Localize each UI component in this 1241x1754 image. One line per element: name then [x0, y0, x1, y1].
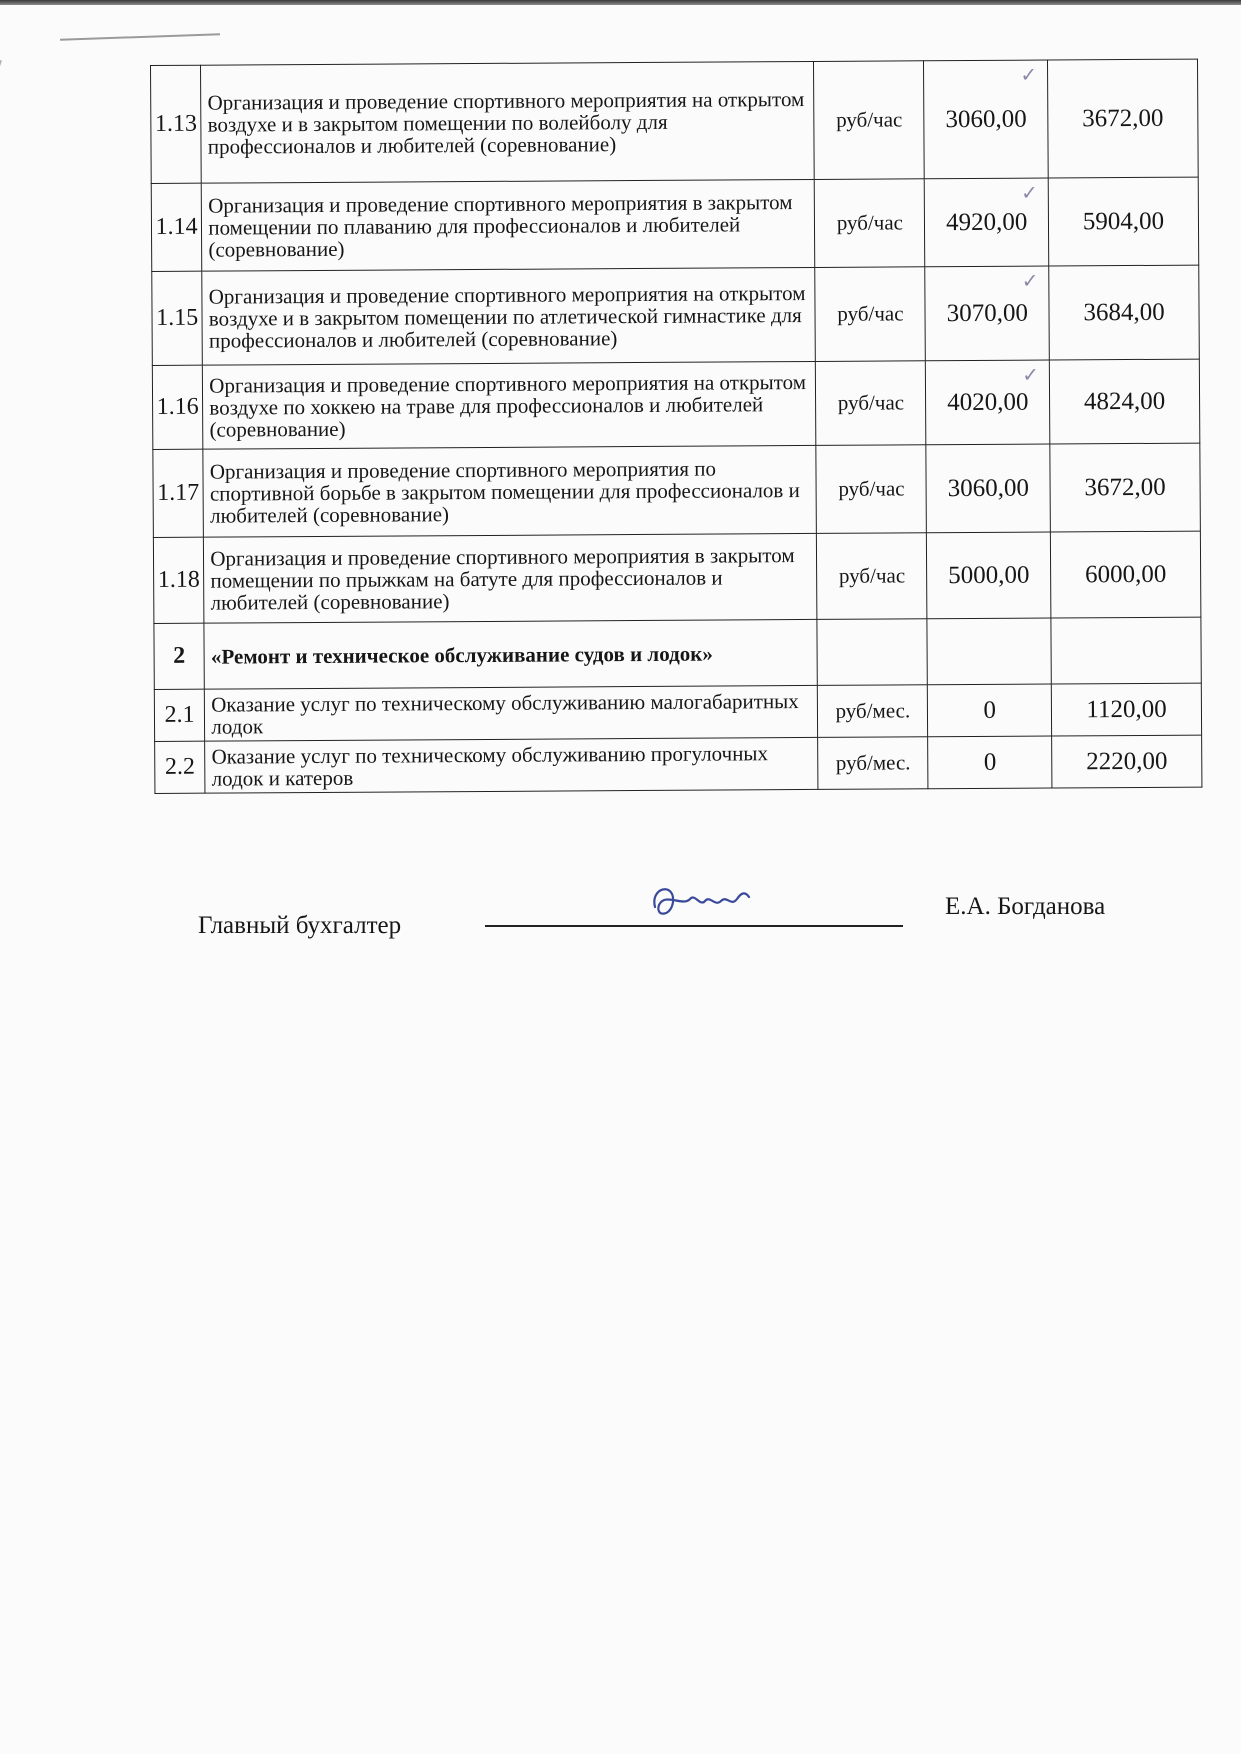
checkmark-icon: ✓	[1022, 362, 1040, 387]
price-cell	[926, 444, 1050, 533]
table-row	[151, 59, 1199, 183]
price-cell	[928, 684, 1052, 737]
price-with-vat-cell: 2220,00	[1052, 735, 1202, 788]
price-cell	[927, 532, 1051, 619]
price-value: 3060,00	[945, 105, 1027, 133]
price-value: 0	[983, 696, 997, 724]
service-description: «Ремонт и техническое обслуживание судов и лодок»	[204, 619, 817, 689]
row-number: 2.1	[154, 689, 205, 741]
price-with-vat-cell: 4824,00	[1049, 359, 1199, 444]
checkmark-icon: ✓	[1021, 268, 1039, 293]
price-value: 4920,00	[946, 208, 1028, 236]
tariff-table	[150, 59, 1202, 794]
unit-cell	[817, 619, 927, 686]
price-with-vat-cell: 5904,00	[1048, 177, 1198, 266]
service-description: Организация и проведение спортивного мероприятия на открытом воздухе по хоккею на траве для профессионалов и любителей (соревнование)	[203, 361, 817, 449]
price-cell	[924, 60, 1048, 179]
service-description: Оказание услуг по техническому обслуживанию прогулочных лодок и катеров	[205, 737, 818, 793]
price-cell	[925, 266, 1049, 361]
table-row	[151, 177, 1199, 271]
chief-accountant-label: Главный бухгалтер	[198, 912, 402, 939]
price-with-vat-cell: 6000,00	[1050, 531, 1200, 618]
tariff-table-wrapper	[150, 59, 1202, 794]
row-number: 1.14	[151, 183, 202, 271]
service-description: Организация и проведение спортивного мероприятия в закрытом помещении по плаванию для профессионалов и любителей (соревнование)	[202, 179, 816, 271]
handwritten-signature	[645, 877, 765, 927]
price-cell	[926, 360, 1050, 445]
price-with-vat-cell	[1051, 617, 1201, 684]
row-number: 1.16	[152, 365, 203, 449]
service-description: Организация и проведение спортивного мероприятия на открытом воздухе и в закрытом помещении по волейболу для профессионалов и любителей (соревнование)	[201, 61, 815, 183]
row-number: 1.15	[152, 271, 203, 365]
price-value: 5000,00	[948, 561, 1030, 589]
unit-cell: руб/час	[815, 179, 926, 268]
row-number: 2.2	[155, 741, 206, 793]
unit-cell: руб/мес.	[818, 737, 928, 790]
table-row	[154, 683, 1201, 741]
price-with-vat-cell: 3684,00	[1049, 265, 1199, 360]
checkmark-icon: ✓	[1021, 180, 1038, 205]
unit-cell: руб/час	[817, 533, 928, 620]
table-row	[153, 531, 1201, 623]
price-cell	[925, 178, 1049, 267]
table-row	[152, 359, 1199, 449]
price-cell	[928, 736, 1052, 789]
table-row	[153, 443, 1201, 537]
price-value: 3060,00	[947, 474, 1030, 502]
table-row	[155, 735, 1202, 793]
row-number: 2	[154, 623, 205, 689]
price-cell	[927, 618, 1051, 685]
table-row	[154, 617, 1201, 689]
scan-artifact	[0, 60, 2, 194]
row-number: 1.18	[153, 537, 204, 623]
unit-cell: руб/мес.	[818, 685, 928, 738]
scan-artifact	[60, 33, 220, 41]
price-value: 0	[983, 748, 997, 776]
price-with-vat-cell: 3672,00	[1050, 443, 1200, 532]
checkmark-icon: ✓	[1020, 62, 1038, 87]
unit-cell: руб/час	[816, 361, 927, 446]
service-description: Организация и проведение спортивного мероприятия по спортивной борьбе в закрытом помещении для профессионалов и любителей (соревнование)	[203, 445, 817, 537]
row-number: 1.17	[153, 449, 204, 537]
service-description: Организация и проведение спортивного мероприятия в закрытом помещении по прыжкам на батуте для профессионалов и любителей (соревнование)	[204, 533, 818, 623]
unit-cell: руб/час	[815, 267, 926, 362]
table-row	[152, 265, 1200, 365]
scan-top-edge	[0, 0, 1241, 5]
price-value: 3070,00	[946, 299, 1028, 327]
price-with-vat-cell: 3672,00	[1048, 59, 1199, 178]
service-description: Оказание услуг по техническому обслуживанию малогабаритных лодок	[205, 685, 818, 741]
price-with-vat-cell: 1120,00	[1051, 683, 1201, 736]
row-number: 1.13	[151, 65, 202, 183]
service-description: Организация и проведение спортивного мероприятия на открытом воздухе и в закрытом помещении по атлетической гимнастике для профессионалов и любителей (соревнование)	[202, 267, 816, 365]
accountant-name: Е.А. Богданова	[945, 893, 1106, 920]
unit-cell: руб/час	[814, 61, 925, 180]
unit-cell: руб/час	[816, 445, 927, 534]
price-value: 4020,00	[947, 388, 1029, 416]
